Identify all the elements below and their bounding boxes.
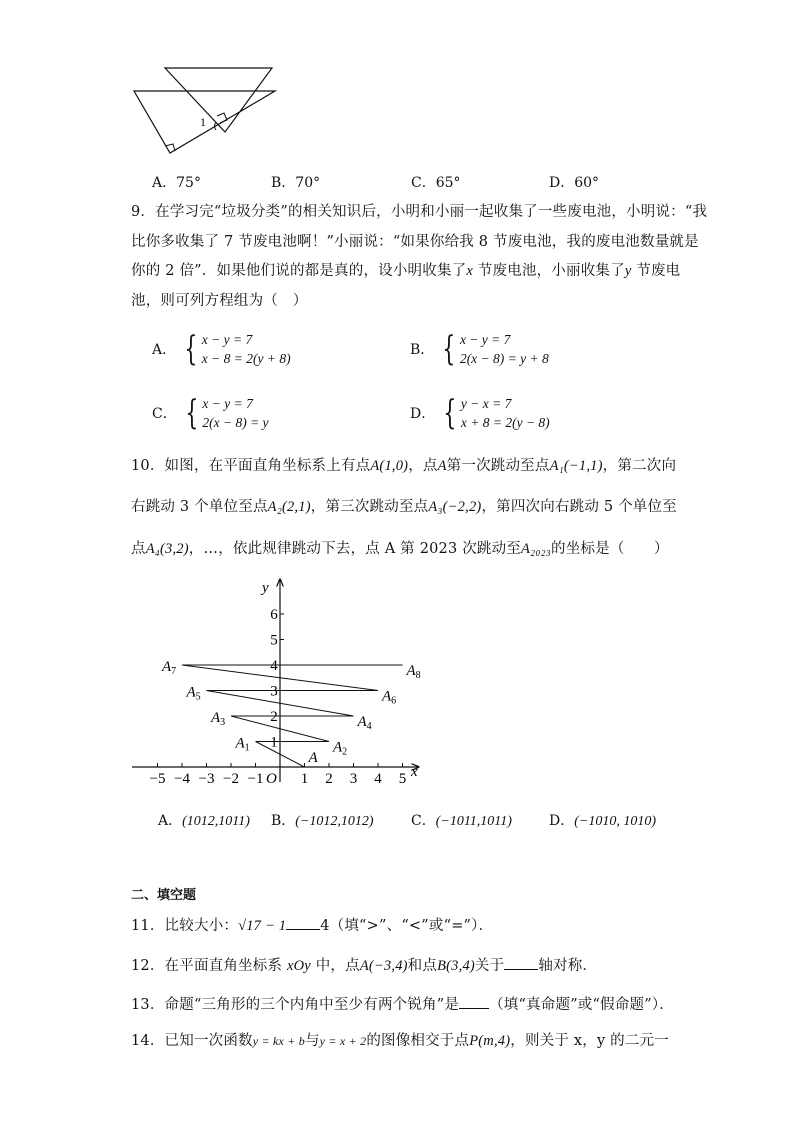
q11: 11．比较大小：√17 − 1 4（填“>”、“<”或“=”）．	[131, 915, 493, 936]
x-tick-label: −2	[223, 771, 239, 787]
x-tick-label: 5	[398, 771, 407, 787]
q9-line3: 你的 2 倍”．如果他们说的都是真的，设小明收集了x 节废电池，小丽收集了y 节废电	[131, 263, 681, 279]
q9-line2: 比你多收集了 7 节废电池啊！”小丽说：“如果你给我 8 节废电池，我的废电池数量就是	[131, 234, 699, 250]
origin-label: O	[266, 771, 277, 787]
q13-answer-blank[interactable]	[459, 994, 489, 1009]
point-label-a6: $A_6$	[382, 688, 397, 707]
q10-coordinate-chart	[120, 572, 430, 787]
x-tick-label: 3	[349, 771, 358, 787]
q9-option-a[interactable]: A． { x − y = 7 x − 8 = 2(y + 8)	[152, 329, 291, 369]
upper-triangle	[165, 68, 272, 132]
q12-answer-blank[interactable]	[504, 955, 538, 970]
q9-option-b[interactable]: B． { x − y = 7 2(x − 8) = y + 8	[410, 329, 549, 369]
point-label-a8: $A_8$	[406, 663, 421, 681]
q10-option-c[interactable]: C．(−1011,1011)	[411, 813, 512, 829]
q8-option-c[interactable]: C．65°	[411, 175, 461, 191]
q10-line1: 10．如图，在平面直角坐标系上有点A(1,0)，点A第一次跳动至点A₁(−1,1)，第二次向	[131, 458, 677, 474]
q9-line4: 池，则可列方程组为（ ）	[131, 293, 308, 309]
x-axis-label: x	[411, 764, 418, 780]
q10-line3: 点A₄(3,2)，…，依此规律跳动下去，点 A 第 2023 次跳动至A₂₀₂₃的坐标是（ ）	[131, 541, 669, 557]
point-label-a: A	[308, 750, 318, 766]
y-tick-label: 5	[270, 632, 278, 649]
q8-option-d[interactable]: D．60°	[549, 175, 600, 191]
q8-option-b[interactable]: B．70°	[271, 175, 321, 191]
q10-option-a[interactable]: A．(1012,1011)	[158, 813, 250, 829]
q9-line1: 9．在学习完“垃圾分类”的相关知识后，小明和小丽一起收集了一些废电池，小明说：“我	[131, 204, 708, 220]
x-tick-label: −4	[174, 771, 190, 787]
q9-option-d[interactable]: D． { y − x = 7 x + 8 = 2(y − 8)	[410, 393, 550, 433]
x-tick-label: −5	[149, 771, 166, 787]
x-tick-label: 2	[325, 771, 333, 787]
q8-triangle-figure	[120, 60, 290, 160]
point-label-a4: $A_4$	[357, 714, 372, 732]
q10-line2: 右跳动 3 个单位至点A₂(2,1)，第三次跳动至点A₃(−2,2)，第四次向右跳动 5 个单位至	[131, 499, 677, 515]
q10-option-d[interactable]: D．(−1010, 1010)	[549, 813, 657, 829]
q12: 12．在平面直角坐标系 xOy 中，点A(−3,4)和点B(3,4)关于 轴对称．	[131, 955, 597, 976]
x-tick-label: −3	[198, 771, 215, 787]
q14: 14．已知一次函数y = kx + b与y = x + 2的图像相交于点P(m,4)，则关于 x，y 的二元一	[131, 1033, 669, 1049]
y-axis-label: y	[262, 580, 269, 596]
q11-answer-blank[interactable]	[286, 915, 320, 930]
x-tick-label: −1	[247, 771, 264, 787]
point-label-a1: $A_1$	[235, 735, 250, 754]
right-angle-mark-upper	[217, 113, 227, 123]
x-tick-label: 1	[300, 771, 309, 787]
q13: 13．命题“三角形的三个内角中至少有两个锐角”是 （填“真命题”或“假命题”）．	[131, 994, 674, 1015]
y-tick-label: 1	[270, 734, 278, 751]
q10-option-b[interactable]: B．(−1012,1012)	[271, 813, 374, 829]
section-title: 二、填空题	[131, 888, 197, 903]
point-label-a2: $A_2$	[333, 739, 348, 758]
point-label-a7: $A_7$	[162, 659, 177, 677]
angle-1-label: 1	[200, 115, 206, 129]
y-tick-label: 6	[270, 607, 278, 623]
y-tick-label: 4	[270, 658, 278, 674]
q9-option-c[interactable]: C． { x − y = 7 2(x − 8) = y	[152, 393, 269, 433]
q8-option-a[interactable]: A．75°	[152, 175, 201, 191]
y-tick-label: 2	[270, 709, 278, 725]
y-tick-label: 3	[270, 683, 278, 700]
point-label-a3: $A_3$	[211, 710, 226, 728]
x-tick-label: 4	[374, 771, 382, 787]
point-label-a5: $A_5$	[186, 684, 201, 703]
